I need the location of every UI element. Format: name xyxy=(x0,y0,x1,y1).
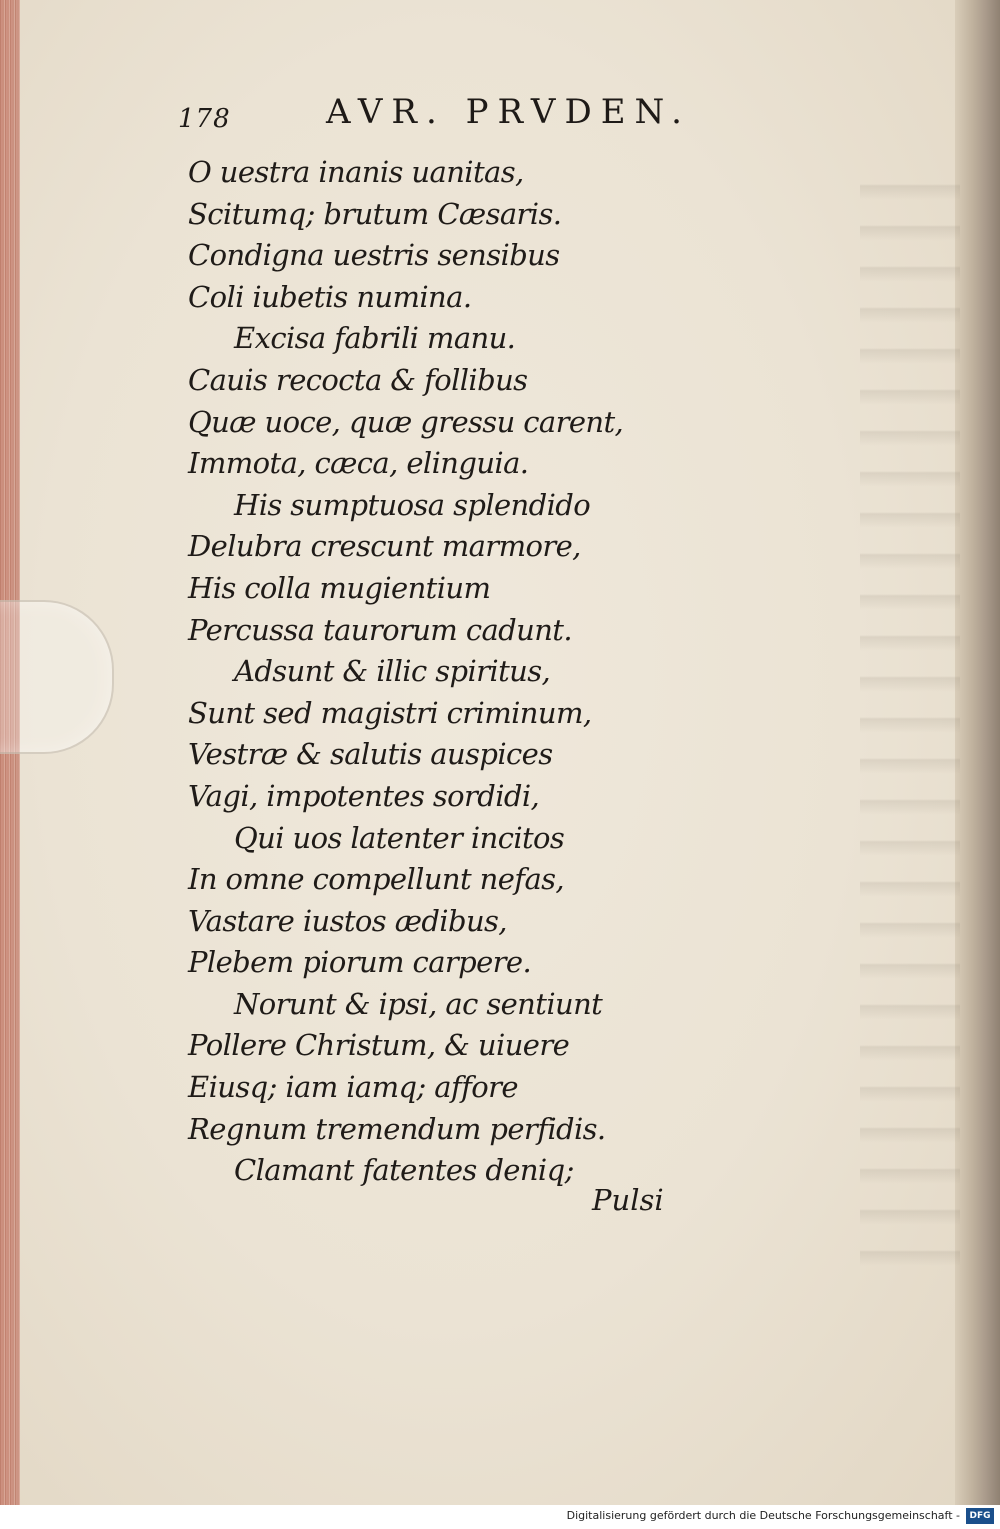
catchword: Pulsi xyxy=(592,1183,664,1217)
verse-block xyxy=(188,152,748,1192)
verse-line: Vastare iustos ædibus, xyxy=(188,903,507,938)
verse-line: Clamant fatentes deniq; xyxy=(234,1153,574,1188)
verse-line: Cauis recocta & follibus xyxy=(188,362,528,397)
verse-line: Regnum tremendum perfidis. xyxy=(188,1111,606,1146)
show-through-text xyxy=(860,170,960,1270)
running-title: AVR. PRVDEN. xyxy=(326,92,691,132)
verse-line: Sunt sed magistri criminum, xyxy=(188,695,592,730)
verse-line: His sumptuosa splendido xyxy=(234,487,591,522)
funding-credit: Digitalisierung gefördert durch die Deutsche Forschungsgemeinschaft - xyxy=(566,1509,960,1522)
dfg-logo: DFG xyxy=(966,1508,994,1524)
verse-line: Adsunt & illic spiritus, xyxy=(234,654,551,689)
verse-line: Coli iubetis numina. xyxy=(188,279,472,314)
verse-line: Quæ uoce, quæ gressu carent, xyxy=(188,404,624,439)
verse-line: Immota, cæca, elinguia. xyxy=(188,446,529,481)
verse-line: Scitumq; brutum Cæsaris. xyxy=(188,196,562,231)
book-gutter xyxy=(955,0,1000,1505)
page-edges xyxy=(0,0,20,1529)
verse-line: Vagi, impotentes sordidi, xyxy=(188,778,540,813)
verse-line: Plebem piorum carpere. xyxy=(188,945,532,980)
verse-line: Qui uos latenter incitos xyxy=(234,820,565,855)
verse-line: Excisa fabrili manu. xyxy=(234,321,516,356)
verse-line: Pollere Christum, & uiuere xyxy=(188,1028,570,1063)
footer-bar xyxy=(0,1505,1000,1529)
verse-line: His colla mugientium xyxy=(188,570,491,605)
verse-line: Delubra crescunt marmore, xyxy=(188,529,581,564)
verse-line: In omne compellunt nefas, xyxy=(188,862,565,897)
page-number: 178 xyxy=(178,104,231,134)
verse-line: Percussa taurorum cadunt. xyxy=(188,612,572,647)
running-head xyxy=(178,92,778,136)
verse-line: Eiusq; iam iamq; affore xyxy=(188,1070,518,1105)
verse-line: Norunt & ipsi, ac sentiunt xyxy=(234,986,603,1021)
verse-line: O uestra inanis uanitas, xyxy=(188,155,524,189)
verse-line: Condigna uestris sensibus xyxy=(188,238,560,273)
verse-line: Vestræ & salutis auspices xyxy=(188,737,553,772)
